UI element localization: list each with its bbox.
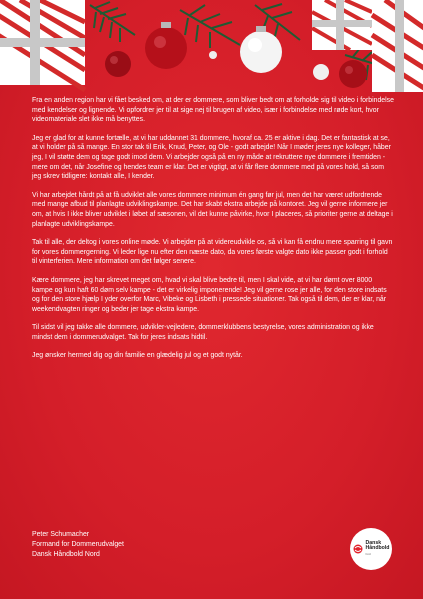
logo-wordmark: [366, 541, 390, 558]
logo-line-1: Dansk: [365, 539, 382, 546]
gift-box-left-icon: [0, 0, 85, 90]
signature-name: Peter Schumacher: [32, 531, 90, 538]
signature-organization: Dansk Håndbold Nord: [32, 551, 100, 558]
gift-box-right-icon: [312, 0, 423, 92]
letter-paragraph: Tak til alle, der deltog i vores online møde. Vi arbejder på at videreudvikle os, så vi kan få endnu mere sparring til gavn for vores dommergerning. Vi leder lige nu efter den næste dato, da vores første valgte dato ikke passer godt i forhold til vinterferien. Mere information om det følger senere.: [32, 239, 393, 266]
dansk-handbold-logo: [350, 528, 392, 570]
signature-block: [32, 530, 124, 560]
letter-paragraph: Jeg er glad for at kunne fortælle, at vi har uddannet 31 dommere, hvoraf ca. 25 er aktive i dag. Det er fantastisk at se, at vi holder på så mange. En stor tak til Erik, Knud, Peter, og Ole - godt arbejde! Når I møder jeres nye kolleger, håber jeg, I vil støtte dem og tage godt imod dem. Vi arbejder også på en ny måde at rekruttere nye dommere i fremtiden - mere om det, når Josefine og hendes team er klar. Det er vigtigt, at vi får flere dommere med på vores hold, så som jeg skrev tidligere: kontakt alle, I kender.: [32, 134, 391, 181]
christmas-decoration-header: [0, 0, 423, 95]
letter-paragraph: Vi har arbejdet hårdt på at få udviklet alle vores dommere minimum én gang før jul, men det har været udfordrende med mange afbud til planlagte udviklingskampe. Det har skabt ekstra arbejde på kontoret. Jeg vil gerne informere jer om, at hvis I ikke bliver udviklet i løbet af sæsonen, vil det kunne påvirke, hvor I placeres, så prioriter gerne at deltage i planlagte udviklingskampe.: [32, 191, 393, 228]
letter-paragraph: Kære dommere, jeg har skrevet meget om, hvad vi skal blive bedre til, men I skal vide, at vi har dømt over 8000 kampe og kun haft 60 døm selv kampe - det er virkelig imponerende! Jeg vil gerne rose jer alle, for den store indsats og for den store hjælp I yder overfor Marc, Vibeke og Lisbeth i pressede situationer. Tak også til dem, der er klar, når weekendvagten ringer og beder jer tage ekstra kampe.: [32, 276, 387, 313]
signature-title: Formand for Dommerudvalget: [32, 541, 124, 548]
logo-line-2: Håndbold: [365, 545, 390, 552]
handball-logo-icon: [353, 544, 363, 554]
letter-body: [32, 96, 394, 370]
letter-paragraph: Fra en anden region har vi fået besked om, at der er dommere, som bliver bedt om at forholde sig til video i forbindelse med kendelser og lignende. Vi opfordrer jer til at sige nej til brugen af video, især i forbindelse med røde kort, hvor videomateriale slet ikke må benyttes.: [32, 97, 394, 124]
logo-line-3: Nord: [365, 552, 371, 556]
letter-paragraph: Til sidst vil jeg takke alle dommere, udvikler-vejledere, dommerklubbens bestyrelse, vores administration og ikke mindst dem i dommerudvalget. Tak for jeres indsats hidtil.: [32, 324, 374, 341]
letter-paragraph: Jeg ønsker hermed dig og din familie en glædelig jul og et godt nytår.: [32, 352, 243, 360]
white-ornament-icon: [209, 26, 329, 80]
